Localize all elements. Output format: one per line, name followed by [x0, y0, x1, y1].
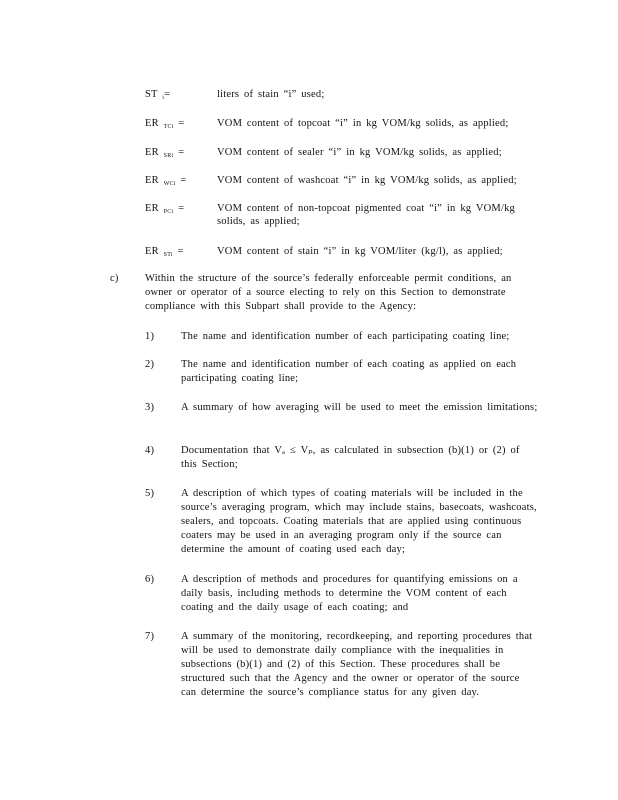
definition-description: VOM content of topcoat “i” in kg VOM/kg solids, as applied; [217, 118, 509, 129]
list-item-text: A description of methods and procedures for quantifying emissions on a daily basis, including methods to determine the VOM content of each coating and the daily usage of each coating; and [181, 574, 518, 613]
list-item-text: A description of which types of coating materials will be included in the source’s averaging program, which may include stains, basecoats, washcoats, sealers, and topcoats. Coating materials that are applied using continuous coaters may be used in an averaging program only if the source can determine the amount of coating used each day; [181, 488, 537, 555]
definition-description: VOM content of washcoat “i” in kg VOM/kg solids, as applied; [217, 175, 517, 186]
definition-description: VOM content of non-topcoat pigmented coat “i” in kg VOM/kg solids, as applied; [217, 203, 515, 227]
definition-description: VOM content of stain “i” in kg VOM/liter (kg/l), as applied; [217, 246, 503, 257]
definition-term: ER $_{STi}$ = [145, 246, 184, 258]
list-item-text: Documentation that Vₐ ≤ Vₚ, as calculated in subsection (b)(1) or (2) of this Section; [181, 445, 520, 470]
definition-description: VOM content of sealer “i” in kg VOM/kg solids, as applied; [217, 147, 502, 158]
definition-term: ER $_{WCi}$ = [145, 175, 187, 187]
list-item-number: 3) [145, 402, 155, 413]
definition-term: ST $_i$= [145, 89, 171, 101]
definition-term: ER $_{TCi}$ = [145, 118, 185, 130]
definition-term: ER $_{SRi}$ = [145, 147, 185, 159]
definition-description: liters of stain “i” used; [217, 89, 325, 100]
paragraph-text: Within the structure of the source’s federally enforceable permit conditions, an owner or operator of a source electing to rely on this Section to demonstrate compliance with this Subpart shall provide to the Agency: [145, 273, 512, 312]
list-item-text: A summary of the monitoring, recordkeeping, and reporting procedures that will be used to demonstrate daily compliance with the inequalities in subsections (b)(1) and (2) of this Section. These procedures shall be structured such that the Agency and the owner or operator of the source can determine the source’s compliance status for any given day. [181, 631, 533, 698]
list-item-text: A summary of how averaging will be used to meet the emission limitations; [181, 402, 538, 413]
list-item-number: 6) [145, 574, 155, 585]
list-item-number: 4) [145, 445, 155, 456]
list-item-text: The name and identification number of each participating coating line; [181, 331, 510, 342]
list-item-number: 2) [145, 359, 155, 370]
list-item-text: The name and identification number of each coating as applied on each participating coating line; [181, 359, 517, 384]
list-item-number: 7) [145, 631, 155, 642]
definition-term: ER $_{PCi}$ = [145, 203, 185, 215]
list-item-number: 1) [145, 331, 155, 342]
list-item-number: 5) [145, 488, 155, 499]
paragraph-label: c) [110, 273, 119, 284]
